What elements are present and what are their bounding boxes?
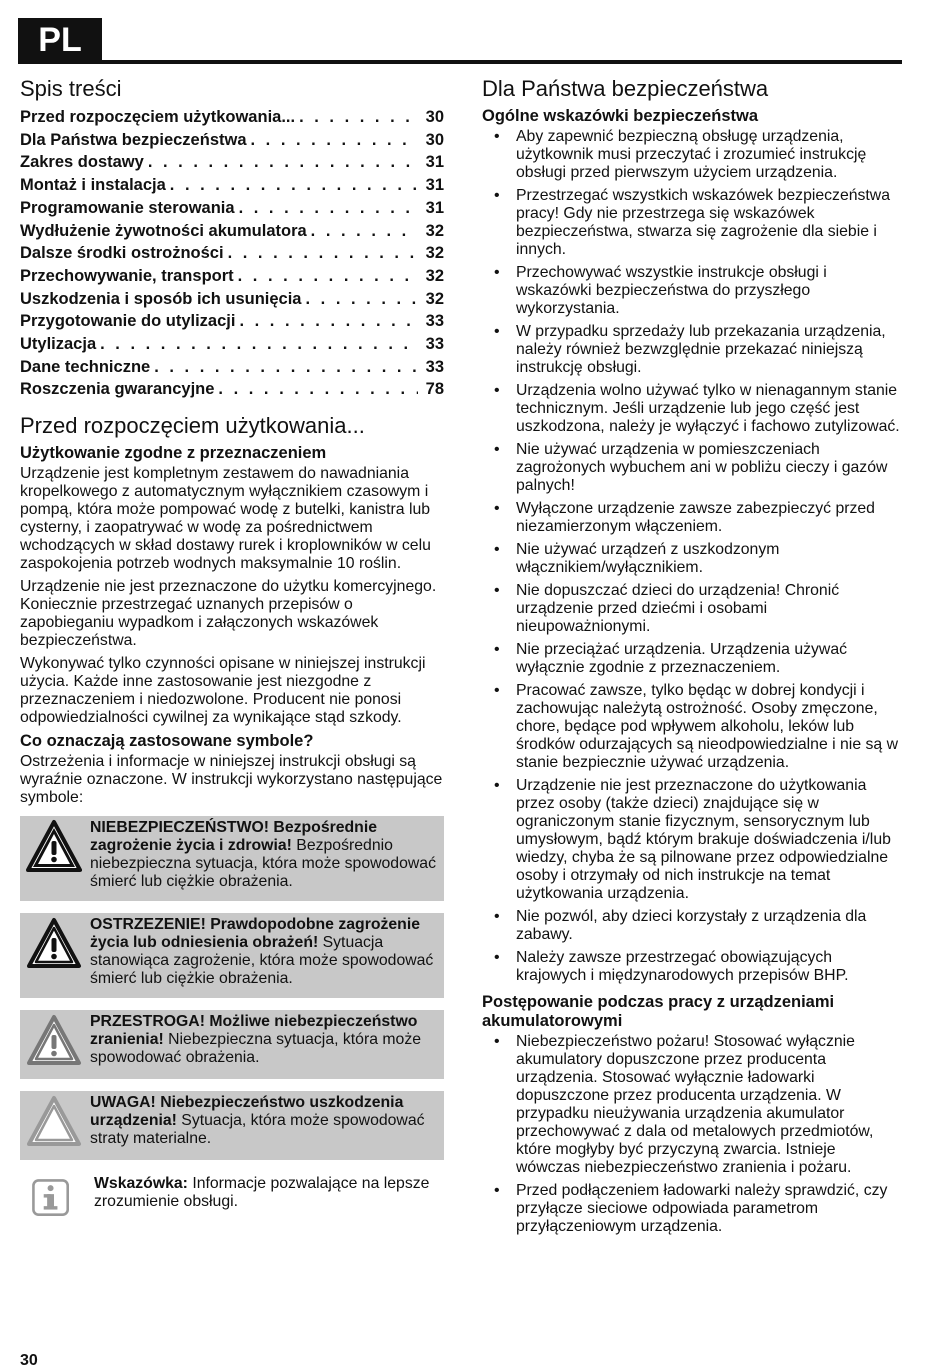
- toc-entry: [20, 378, 444, 401]
- notice-text: Sytuacja, która może spowodować straty materialne.: [90, 1112, 425, 1148]
- table-of-contents: [20, 106, 444, 401]
- notice-text: Niebezpieczna sytuacja, która może spowodować obrażenia.: [90, 1031, 422, 1067]
- notice-text: Bezpośrednio niebezpieczna sytuacja, która może spowodować śmierć lub ciężkie obrażenia.: [90, 837, 436, 891]
- notice-text: Informacje pozwalające na lepsze zrozumienie obsługi.: [94, 1175, 430, 1211]
- toc-entry: [20, 106, 444, 129]
- toc-leader-dots: [299, 106, 418, 129]
- toc-entry: [20, 310, 444, 333]
- toc-entry-label: Wydłużenie żywotności akumulatora: [20, 221, 307, 240]
- toc-leader-dots: [148, 151, 418, 174]
- toc-entry: [20, 151, 444, 174]
- page-number: 30: [20, 1352, 38, 1369]
- toc-entry-label: Uszkodzenia i sposób ich usunięcia: [20, 289, 302, 308]
- notice-title: Wskazówka:: [94, 1175, 188, 1193]
- general-safety-heading: Ogólne wskazówki bezpieczeństwa: [482, 107, 758, 125]
- caution-notice: [20, 1010, 444, 1079]
- toc-entry-label: Zakres dostawy: [20, 153, 144, 172]
- toc-entry-page: 32: [425, 221, 444, 240]
- list-item: • Nie dopuszczać dzieci do urządzenia! Chronić urządzenie przed dziećmi i osobami nieupoważnionymi.: [482, 582, 904, 636]
- toc-entry-page: 30: [425, 108, 444, 126]
- list-item: • Urządzenia wolno używać tylko w nienagannym stanie technicznym. Jeśli urządzenie lub jego część jest uszkodzona, należy je wyłączyć i fachowo zutylizować.: [482, 382, 904, 436]
- toc-entry-label: Dla Państwa bezpieczeństwa: [20, 130, 247, 149]
- hint-notice: [20, 1172, 444, 1235]
- warning-icon: [26, 916, 82, 972]
- list-item: • Nie pozwól, aby dzieci korzystały z urządzenia dla zabawy.: [482, 908, 904, 944]
- toc-leader-dots: [239, 197, 418, 220]
- toc-entry-label: Przed rozpoczęciem użytkowania...: [20, 108, 296, 126]
- toc-entry: [20, 242, 444, 265]
- toc-entry-page: 30: [425, 130, 444, 149]
- toc-leader-dots: [218, 378, 418, 401]
- list-item: • Przed podłączeniem ładowarki należy sprawdzić, czy przyłącze sieciowe odpowiada parametrom przyłączeniowym urządzenia.: [482, 1182, 904, 1236]
- notice-icon: [26, 1094, 82, 1150]
- info-icon: [30, 1177, 78, 1225]
- toc-entry-page: 32: [425, 244, 444, 263]
- list-item: • Niebezpieczeństwo pożaru! Stosować wyłącznie akumulatory dopuszczone przez producenta urządzenia. Stosować wyłącznie ładowarki dopuszczone przez producenta urządzenia. W przypadku nieużywania urządzenia akumulator przechowywać z dala od metalowych przedmiotów, które mogłyby być przyczyną zwarcia. Istnieje wówczas niebezpieczeństwo zranienia i pożaru.: [482, 1033, 904, 1177]
- toc-entry-label: Przechowywanie, transport: [20, 266, 234, 285]
- toc-entry: [20, 129, 444, 152]
- list-item: • Należy zawsze przestrzegać obowiązujących krajowych i międzynarodowych przepisów BHP.: [482, 949, 904, 985]
- right-column: [482, 76, 904, 1241]
- notice-title: UWAGA! Niebezpieczeństwo uszkodzenia urządzenia!: [90, 1094, 404, 1130]
- intended-use-heading: Użytkowanie zgodne z przeznaczeniem: [20, 444, 327, 463]
- intended-use-paragraph: Urządzenie jest kompletnym zestawem do nawadniania kropelkowego z automatycznym wyłącznikiem czasowym i pompą, która może pompować wodę z butelki, kanistra lub cysterny, i zaopatrywać w wodę za pośrednictwem wchodzących w skład dostawy rurek i kroplowników w celu zaspokojenia potrzeb wodnych maksymalnie 10 roślin.: [20, 465, 431, 573]
- list-item: • Nie używać urządzeń z uszkodzonym włącznikiem/wyłącznikiem.: [482, 541, 904, 577]
- notice-title: PRZESTROGA! Możliwe niebezpieczeństwo zranienia!: [90, 1013, 418, 1049]
- toc-leader-dots: [228, 242, 418, 265]
- warning-notice: [20, 913, 444, 998]
- danger-notice: [20, 816, 444, 901]
- toc-entry-page: 31: [425, 176, 444, 195]
- list-item: • Nie przeciążać urządzenia. Urządzenia używać wyłącznie zgodnie z przeznaczeniem.: [482, 641, 904, 677]
- toc-entry: [20, 288, 444, 311]
- toc-entry: [20, 356, 444, 379]
- toc-entry: [20, 333, 444, 356]
- list-item: • Nie używać urządzenia w pomieszczeniach zagrożonych wybuchem ani w pobliżu cieczy i gazów palnych!: [482, 441, 904, 495]
- toc-entry-page: 31: [425, 153, 444, 172]
- toc-leader-dots: [311, 220, 418, 243]
- toc-entry-page: 32: [425, 266, 444, 285]
- toc-entry: [20, 174, 444, 197]
- safety-title: Dla Państwa bezpieczeństwa: [482, 76, 769, 101]
- symbols-intro: Ostrzeżenia i informacje w niniejszej instrukcji obsługi są wyraźnie oznaczone. W instrukcji wykorzystano następujące symbole:: [20, 753, 443, 807]
- danger-warning-icon: [26, 819, 82, 875]
- toc-leader-dots: [239, 310, 418, 333]
- toc-leader-dots: [154, 356, 418, 379]
- toc-entry-label: Dane techniczne: [20, 357, 151, 376]
- toc-entry-label: Dalsze środki ostrożności: [20, 244, 224, 263]
- left-column: [20, 76, 444, 1247]
- list-item: • Przestrzegać wszystkich wskazówek bezpieczeństwa pracy! Gdy nie przestrzega się wskazówek bezpieczeństwa, stwarza się zagrożenie dla siebie i innych.: [482, 187, 904, 259]
- list-item: • Urządzenie nie jest przeznaczone do użytkowania przez osoby (także dzieci) znajdujące się w ograniczonym stanie fizycznym, sensorycznym lub umysłowym, bądź którym brakuje doświadczenia i/lub wiedzy, chyba że są pilnowane przez odpowiedzialne osoby i otrzymały od nich instrukcje na temat użytkowania urządzenia.: [482, 777, 904, 903]
- language-tab: PL: [18, 18, 102, 62]
- caution-icon: [26, 1013, 82, 1069]
- toc-entry-label: Montaż i instalacja: [20, 176, 166, 195]
- toc-leader-dots: [100, 333, 418, 356]
- battery-heading: Postępowanie podczas pracy z urządzeniami akumulatorowymi: [482, 993, 835, 1030]
- list-item: • Aby zapewnić bezpieczną obsługę urządzenia, użytkownik musi przeczytać i zrozumieć instrukcję obsługi przed pierwszym użyciem urządzenia.: [482, 128, 904, 182]
- notice-title: NIEBEZPIECZEŃSTWO! Bezpośrednie zagrożenie życia i zdrowia!: [90, 819, 378, 855]
- toc-leader-dots: [251, 129, 419, 152]
- header-rule: [18, 60, 902, 64]
- liability-paragraph: Wykonywać tylko czynności opisane w niniejszej instrukcji użycia. Każde inne zastosowanie jest niezgodne z przeznaczeniem i niedozwolone. Producent nie ponosi odpowiedzialności cywilnej za wynikające stąd szkody.: [20, 655, 426, 727]
- commercial-use-paragraph: Urządzenie nie jest przeznaczone do użytku komercyjnego. Koniecznie przestrzegać uznanych przepisów o zapobieganiu wypadkom i załączonych wskazówek bezpieczeństwa.: [20, 578, 437, 650]
- toc-leader-dots: [305, 288, 418, 311]
- toc-entry-page: 32: [425, 289, 444, 308]
- notice-damage: [20, 1091, 444, 1160]
- toc-entry: [20, 197, 444, 220]
- general-safety-list: [482, 128, 904, 985]
- toc-entry: [20, 265, 444, 288]
- symbols-heading: Co oznaczają zastosowane symbole?: [20, 732, 314, 751]
- battery-safety-list: [482, 1033, 904, 1236]
- toc-entry-page: 78: [425, 380, 444, 399]
- toc-entry-page: 33: [425, 335, 444, 354]
- toc-leader-dots: [238, 265, 418, 288]
- list-item: • Przechowywać wszystkie instrukcje obsługi i wskazówki bezpieczeństwa do przyszłego wykorzystania.: [482, 264, 904, 318]
- list-item: • Wyłączone urządzenie zawsze zabezpieczyć przed niezamierzonym włączeniem.: [482, 500, 904, 536]
- list-item: • Pracować zawsze, tylko będąc w dobrej kondycji i zachowując należytą ostrożność. Osoby zmęczone, chore, będące pod wpływem alkoholu, leków lub środków odurzających są nieodpowiedzialne i nie są w stanie bezpiecznie używać urządzenia.: [482, 682, 904, 772]
- toc-entry-label: Przygotowanie do utylizacji: [20, 312, 236, 331]
- list-item: • W przypadku sprzedaży lub przekazania urządzenia, należy również bezwzględnie przekazać niniejszą instrukcję obsługi.: [482, 323, 904, 377]
- notice-title: OSTRZEZENIE! Prawdopodobne zagrożenie życia lub odniesienia obrażeń!: [90, 916, 420, 952]
- toc-leader-dots: [170, 174, 418, 197]
- notice-text: Sytuacja stanowiąca zagrożenie, która może spowodować śmierć lub ciężkie obrażenia.: [90, 934, 434, 988]
- toc-entry-page: 33: [425, 312, 444, 331]
- toc-title: Spis treści: [20, 76, 122, 101]
- toc-entry-page: 33: [425, 357, 444, 376]
- toc-entry-label: Programowanie sterowania: [20, 198, 235, 217]
- toc-entry-label: Utylizacja: [20, 335, 97, 354]
- toc-entry: [20, 220, 444, 243]
- before-use-title: Przed rozpoczęciem użytkowania...: [20, 413, 365, 439]
- toc-entry-page: 31: [425, 198, 444, 217]
- toc-entry-label: Roszczenia gwarancyjne: [20, 380, 215, 399]
